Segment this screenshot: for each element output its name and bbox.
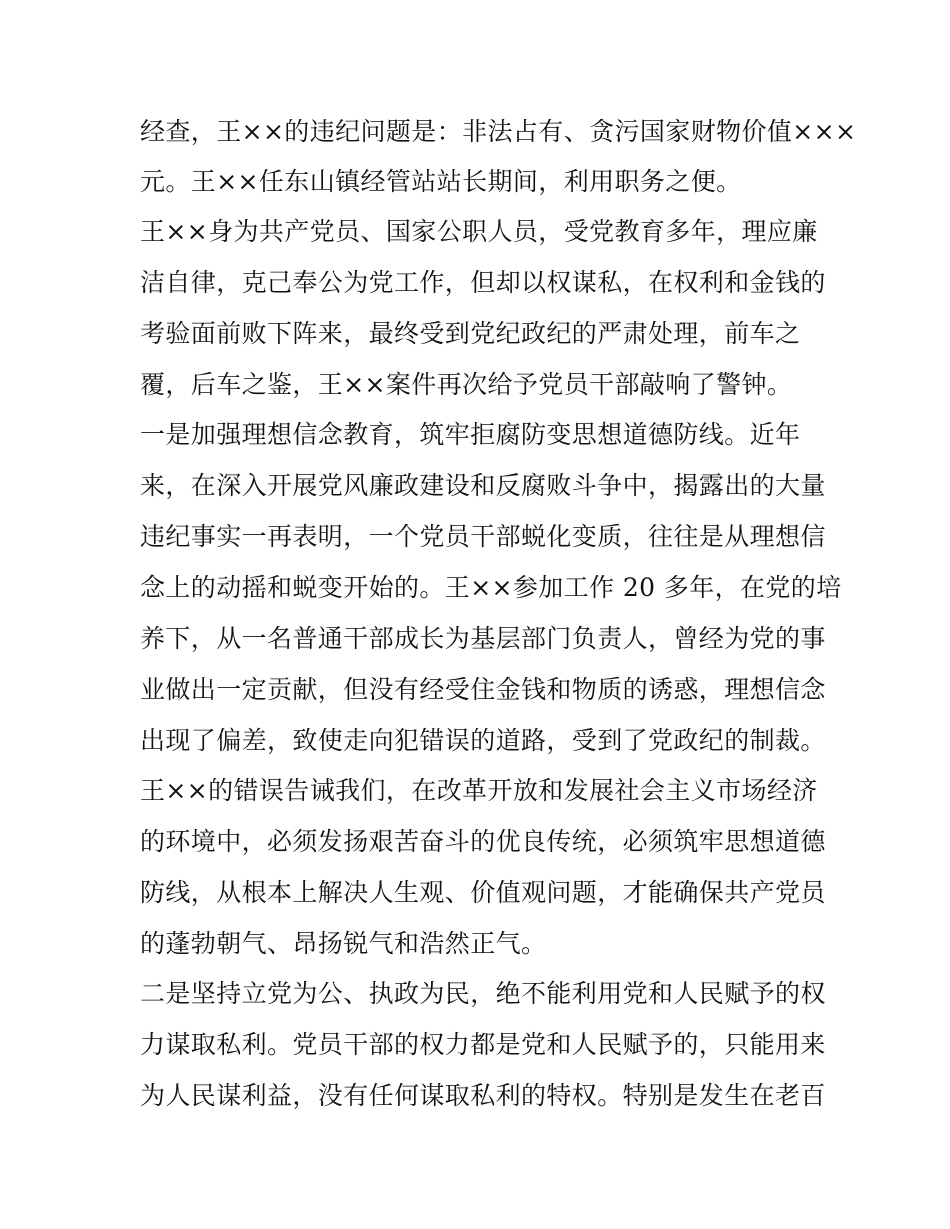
text-line: 为人民谋利益，没有任何谋取私利的特权。特别是发生在老百 [140, 1081, 826, 1110]
text-line: 业做出一定贡献，但没有经受住金钱和物质的诱惑，理想信念 [140, 675, 826, 704]
text-line: 经查，王××的违纪问题是：非法占有、贪污国家财物价值××× [140, 117, 857, 146]
text-line: 出现了偏差，致使走向犯错误的道路，受到了党政纪的制裁。 [140, 726, 826, 755]
text-line: 王××身为共产党员、国家公职人员，受党教育多年，理应廉 [140, 217, 818, 246]
text-line: 防线，从根本上解决人生观、价值观问题，才能确保共产党员 [140, 878, 826, 907]
text-line: 养下，从一名普通干部成长为基层部门负责人，曾经为党的事 [140, 624, 826, 653]
text-line: 违纪事实一再表明，一个党员干部蜕化变质，往往是从理想信 [140, 522, 826, 551]
text-line: 的蓬勃朝气、昂扬锐气和浩然正气。 [140, 929, 547, 958]
text-line: 二是坚持立党为公、执政为民，绝不能利用党和人民赋予的权 [140, 979, 826, 1008]
text-line: 的环境中，必须发扬艰苦奋斗的优良传统，必须筑牢思想道德 [140, 827, 826, 856]
text-line: 考验面前败下阵来，最终受到党纪政纪的严肃处理，前车之 [140, 319, 801, 348]
text-line: 念上的动摇和蜕变开始的。王××参加工作 20 多年，在党的培 [140, 573, 842, 602]
text-line: 洁自律，克己奉公为党工作，但却以权谋私，在权利和金钱的 [140, 268, 826, 297]
text-line: 覆，后车之鉴，王××案件再次给予党员干部敲响了警钟。 [140, 370, 793, 399]
text-line: 力谋取私利。党员干部的权力都是党和人民赋予的，只能用来 [140, 1030, 826, 1059]
text-line: 王××的错误告诫我们，在改革开放和发展社会主义市场经济 [140, 776, 818, 805]
text-line: 元。王××任东山镇经管站站长期间，利用职务之便。 [140, 167, 742, 196]
text-line: 一是加强理想信念教育，筑牢拒腐防变思想道德防线。近年 [140, 420, 801, 449]
text-line: 来，在深入开展党风廉政建设和反腐败斗争中，揭露出的大量 [140, 471, 826, 500]
